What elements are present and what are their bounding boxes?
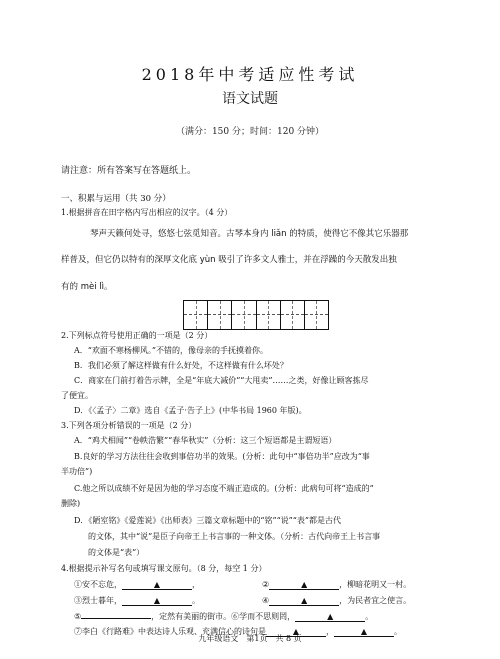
- q4-item-7-text: ⑦李白《行路难》中表达诗人乐观、充满信心的诗句是: [74, 627, 266, 636]
- q4-item-7: ⑦李白《行路难》中表达诗人乐观、充满信心的诗句是 ▲ ， ▲ 。: [74, 627, 402, 636]
- grid-cell[interactable]: [281, 301, 305, 329]
- notice: 请注意：所有答案写在答题纸上。: [61, 166, 197, 176]
- grid-cell[interactable]: [232, 301, 256, 329]
- grid-cell[interactable]: [184, 301, 208, 329]
- q1-passage-line2: 样普及，但它仍以特有的深厚文化底 yùn 吸引了许多文人雅士，并在浮躁的今天散发出独: [61, 255, 397, 265]
- q1-prompt: 1.根据拼音在田字格内写出相应的汉字。（4 分）: [61, 208, 233, 217]
- q4-item-3-text: ③烈士暮年，: [74, 596, 122, 605]
- q3-option-d-line2: 的文体，其中“说”是臣子向帝王上书言事的一种文体。（分析：古代向帝王上书言事: [88, 532, 381, 541]
- tianzige-grid[interactable]: [183, 300, 329, 330]
- q4-item-2-text: ②: [262, 580, 270, 589]
- q2-option-d: D．《〈孟子〉二章》选自《孟子·告子上》(中华书局 1960 年版)。: [74, 406, 307, 415]
- answer-blank[interactable]: ▲: [122, 580, 192, 590]
- section-heading: 一、积累与运用（共 30 分）: [61, 194, 171, 204]
- grid-cell[interactable]: [208, 301, 232, 329]
- q3-prompt: 3.下列各项分析错误的一项是（2 分）: [61, 421, 197, 430]
- q4-item-2: [262, 579, 411, 590]
- answer-blank[interactable]: ▲: [122, 596, 192, 606]
- q2-prompt: 2.下列标点符号使用正确的一项是（2 分）: [61, 331, 213, 340]
- answer-blank[interactable]: ▲: [269, 580, 339, 590]
- answer-blank[interactable]: ▲: [334, 627, 394, 637]
- q1-passage-line1: 琴声天籁何处寻，悠悠七弦觅知音。古琴本身内 liǎn 的特质，使得它不像其它乐器那: [90, 229, 409, 239]
- q4-item-4: [262, 595, 411, 606]
- q3-option-d-line3: 的文体是“表”）: [88, 548, 145, 557]
- page-footer: 九年级语文 第1页 共 8 页: [198, 634, 302, 643]
- q3-option-b-line1: B.良好的学习方法往往会收到事倍功半的效果。(分析：此句中“事倍功半”应改为“事: [74, 452, 370, 461]
- q4-item-1-text: ①安不忘危，: [74, 580, 122, 589]
- q2-option-a: A．“欢面不寒杨柳风。”不错的，像母亲的手抚摸着你。: [74, 346, 268, 355]
- q4-item-4-tail: ，为民者宜之使言。: [339, 596, 412, 605]
- q3-option-c-line1: C.他之所以成绩不好是因为他的学习态度不端正造成的。(分析：此病句可将“造成的”: [74, 484, 374, 493]
- q4-item-5: ⑤ ，定然有美丽的街市。⑥学而不思则罔， ▲ 。: [74, 612, 374, 621]
- q2-option-b: B．我们必须了解这样做有什么好处，不这样做有什么坏处？: [74, 361, 288, 370]
- answer-blank[interactable]: [81, 618, 151, 619]
- answer-blank[interactable]: ▲: [295, 612, 365, 622]
- exam-subtitle: 语文试题: [222, 91, 278, 107]
- q4-item-3: ③烈士暮年， ▲ 。: [74, 596, 200, 605]
- q4-item-4-text: ④: [262, 596, 270, 605]
- exam-title: 2018年中考适应性考试: [141, 65, 359, 84]
- q3-option-b-line2: 半功倍”): [61, 467, 93, 476]
- answer-blank[interactable]: ▲: [269, 596, 339, 606]
- q4-item-1: ①安不忘危， ▲ ，: [74, 580, 200, 589]
- q3-option-a: A．“鸡犬相闻”“卷帙浩繁”“春华秋实”（分析：这三个短语都是主谓短语）: [74, 436, 337, 445]
- q4-item-5-tail: ，定然有美丽的街市。⑥学而不思则罔，: [151, 612, 296, 621]
- answer-blank[interactable]: ▲: [266, 627, 326, 637]
- grid-cell[interactable]: [305, 301, 328, 329]
- q2-option-c-line1: C．商家在门前打着告示牌，全是“年底大减价”“大甩卖”……之类，好像让顾客拣尽: [74, 376, 369, 385]
- exam-meta: （满分：150 分；时间：120 分钟）: [175, 127, 325, 137]
- q3-option-c-line2: 删除): [61, 499, 81, 508]
- q2-option-c-line2: 了便宜。: [61, 391, 93, 400]
- q4-item-5-text: ⑤: [74, 612, 82, 621]
- q4-item-2-tail: ，柳暗花明又一村。: [339, 580, 412, 589]
- q4-prompt: 4.根据提示补写名句或填写课文原句。（8 分，每空 1 分）: [61, 564, 267, 573]
- q1-passage-line3: 有的 mèi lì。: [61, 282, 113, 292]
- q3-option-d-line1: D．《陋室铭》《爱莲说》《出师表》三篇文章标题中的“铭”“说”“表”都是古代: [74, 516, 341, 525]
- grid-cell[interactable]: [257, 301, 281, 329]
